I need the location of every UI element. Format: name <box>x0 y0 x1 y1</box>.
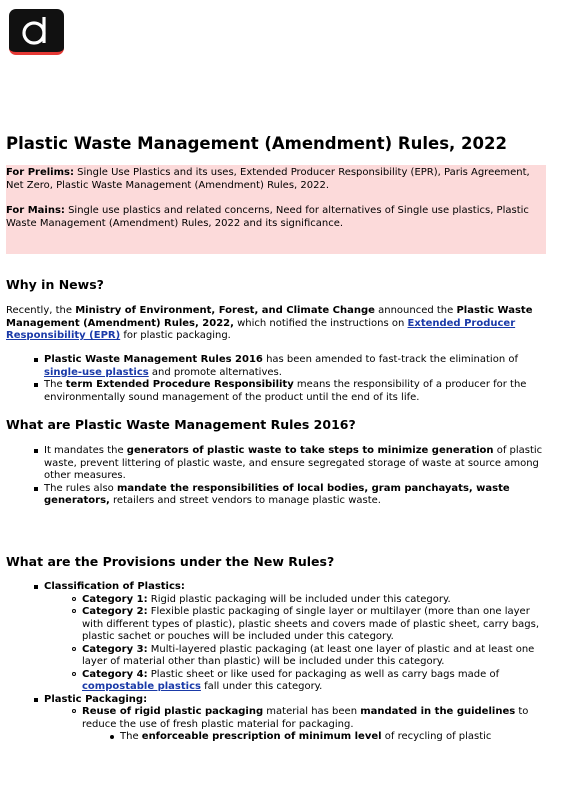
category-label: Category 2: <box>82 606 148 617</box>
text-run: to reduce the use of fresh plastic material for packaging. <box>82 706 529 730</box>
category-item <box>82 669 544 694</box>
text-run: Recently, the <box>6 305 76 316</box>
enforceable-item <box>120 731 544 744</box>
single-use-plastics-link[interactable]: single-use plastics <box>44 366 149 378</box>
bold-run: generators of plastic waste to take steps to minimize generation <box>126 445 494 456</box>
text-run: It mandates the <box>44 445 127 456</box>
epr-link[interactable]: Extended Producer Responsibility (EPR) <box>6 317 516 341</box>
text-run: of plastic waste, prevent littering of plastic waste, and ensure segregated storage of waste at source among other measures. <box>44 445 543 481</box>
brand-logo[interactable] <box>9 9 64 55</box>
bold-run: term Extended Procedure Responsibility <box>65 379 294 390</box>
why-news-paragraph <box>6 305 546 343</box>
bold-run: Plastic Waste Management (Amendment) Rules, 2022, <box>6 305 533 329</box>
category-list <box>82 594 544 694</box>
why-news-bullets <box>44 354 554 404</box>
category-label: Category 1: <box>82 593 148 605</box>
prelims-label: For Prelims: <box>6 167 74 178</box>
mains-text: Single use plastics and related concerns, Need for alternatives of Single use plastics, Plastic Waste Management (Amendment) Rules, 2022 and its significance. <box>6 205 529 229</box>
classification-label: Classification of Plastics: <box>44 581 185 592</box>
category-label: Category 3: <box>82 643 148 655</box>
rules-2016-bullets <box>44 445 554 508</box>
category-text: Rigid plastic packaging will be included under this category. <box>147 593 451 605</box>
list-item <box>44 483 554 508</box>
text-run: means the responsibility of a producer for the environmentally sound management of the product until the end of its life. <box>44 379 527 403</box>
bold-run: Ministry of Environment, Forest, and Climate Change <box>75 305 375 316</box>
text-run: material has been <box>263 706 361 717</box>
section-heading-rules-2016: What are Plastic Waste Management Rules 2016? <box>6 417 356 432</box>
bold-run: mandated in the guidelines <box>360 706 516 717</box>
prelims-line <box>6 167 546 192</box>
bold-run: enforceable prescription of minimum level <box>141 731 382 742</box>
category-text: Flexible plastic packaging of single layer or multilayer (more than one layer with different types of plastic), plastic sheets and covers made of plastic sheet, carry bags, plastic sachet or pouches will be included under this category. <box>82 606 540 642</box>
packaging-sublist <box>82 706 544 744</box>
packaging-label: Plastic Packaging: <box>44 693 148 705</box>
prelims-text: Single Use Plastics and its uses, Extended Producer Responsibility (EPR), Paris Agreement, Net Zero, Plastic Waste Management (Amendment) Rules, 2022. <box>6 167 530 191</box>
reuse-item <box>82 706 544 744</box>
bold-run: Plastic Waste Management Rules 2016 <box>44 354 263 365</box>
bold-run: mandate the responsibilities of local bodies, gram panchayats, waste generators, <box>44 482 510 506</box>
text-run: for plastic packaging. <box>120 330 231 341</box>
text-run: The <box>120 731 142 742</box>
text-run: and promote alternatives. <box>148 366 282 378</box>
text-run: retailers and street vendors to manage plastic waste. <box>109 495 381 506</box>
section-heading-provisions: What are the Provisions under the New Rules? <box>6 554 335 569</box>
list-item <box>44 445 554 483</box>
reuse-sublist <box>120 731 544 744</box>
list-item-classification <box>44 581 554 694</box>
mains-line <box>6 205 546 230</box>
category-text: Plastic sheet or like used for packaging as well as carry bags made of <box>147 668 500 680</box>
page-title: Plastic Waste Management (Amendment) Rules, 2022 <box>6 134 507 153</box>
provisions-list <box>44 581 554 744</box>
mains-label: For Mains: <box>6 205 65 216</box>
category-label: Category 4: <box>82 668 148 680</box>
category-text: fall under this category. <box>200 681 323 692</box>
bold-run: Reuse of rigid plastic packaging <box>82 706 264 717</box>
text-run: announced the <box>374 305 457 316</box>
compostable-plastics-link[interactable]: compostable plastics <box>82 681 201 692</box>
text-run: The <box>44 379 66 390</box>
summary-box <box>6 165 546 254</box>
category-item <box>82 606 544 644</box>
text-run: which notified the instructions on <box>233 317 408 329</box>
list-item <box>44 379 554 404</box>
text-run: has been amended to fast-track the elimination of <box>262 354 518 365</box>
section-heading-why-news: Why in News? <box>6 277 104 292</box>
category-item <box>82 644 544 669</box>
d-letter-logo-icon <box>9 9 64 52</box>
list-item <box>44 354 554 379</box>
list-item-plastic-packaging <box>44 694 554 744</box>
text-run: of recycling of plastic <box>381 731 492 742</box>
category-item <box>82 594 544 607</box>
text-run: The rules also <box>44 482 117 494</box>
category-text: Multi-layered plastic packaging (at least one layer of plastic and at least one layer of material other than plastic) will be included under this category. <box>82 643 535 667</box>
